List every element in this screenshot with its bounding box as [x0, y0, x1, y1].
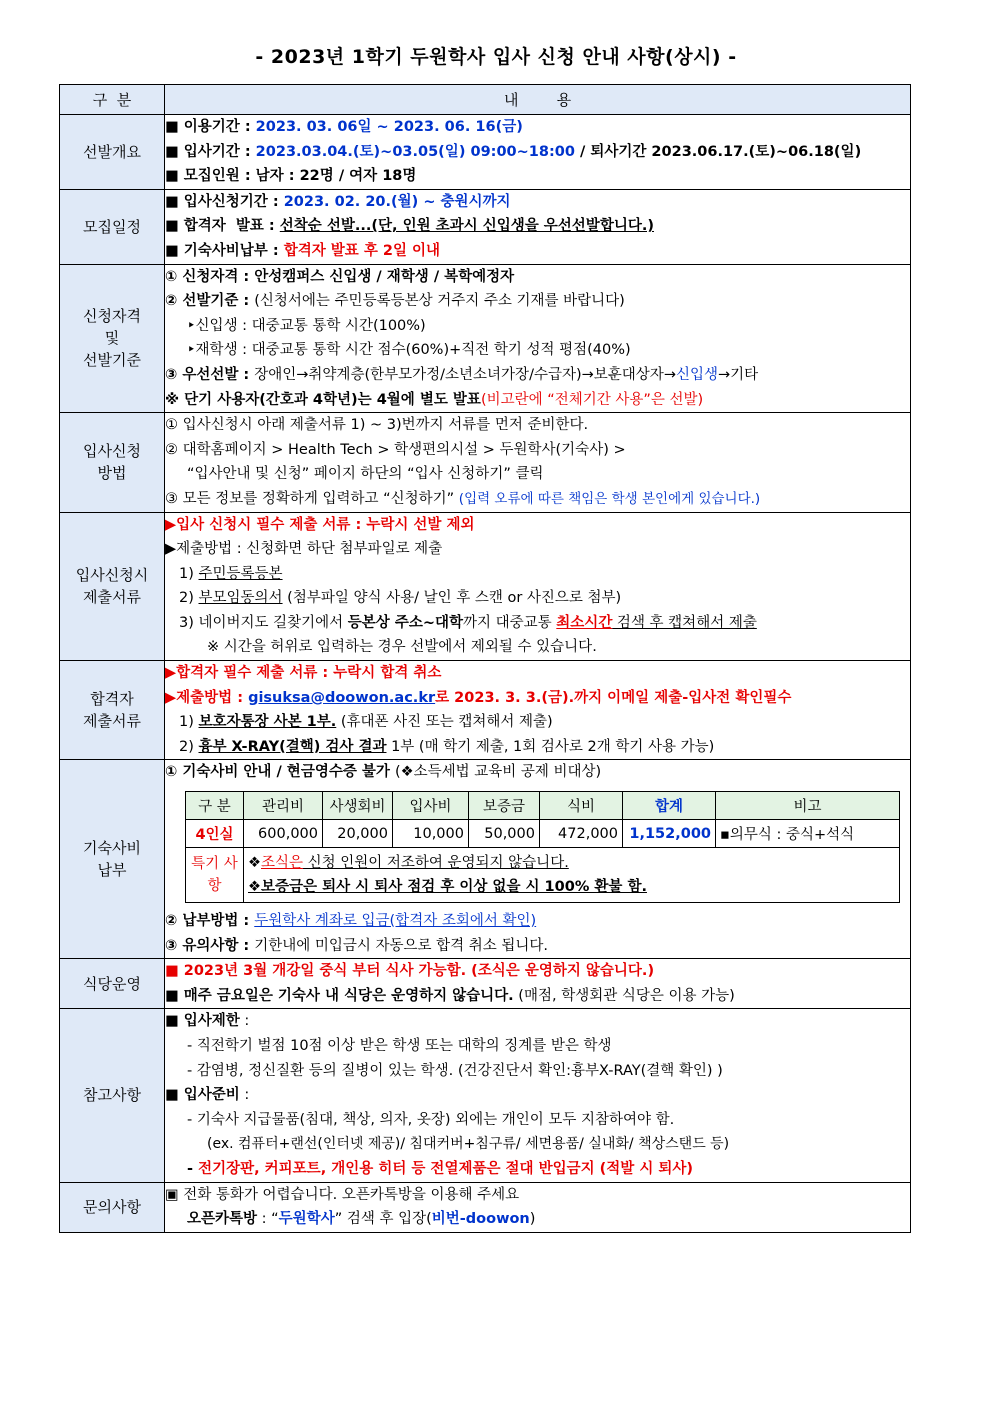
- label-line: 합격자: [90, 690, 134, 709]
- doc-note: (휴대폰 사진 또는 캡쳐해서 제출): [336, 714, 553, 731]
- line: [165, 1157, 910, 1182]
- fee-header-cell: 비고: [716, 792, 900, 820]
- fee-title: ① 기숙사비 안내 / 현금영수증 불가: [165, 764, 395, 781]
- announcement: 선착순 선발...(단, 인원 초과시 신입생을 우선선발합니다.): [279, 218, 654, 235]
- line: [165, 1083, 910, 1108]
- line-label: ■ 기숙사비납부 :: [165, 242, 284, 259]
- row-inquiry: [60, 1182, 911, 1232]
- line: [165, 562, 910, 587]
- priority-order: 장애인→취약계층(한부모가정/소년소녀가장/수급자)→보훈대상자→: [254, 366, 676, 383]
- fee-header-cell: 합계: [623, 792, 716, 820]
- fee-total: 1,152,000: [623, 820, 716, 848]
- fee-cell: 600,000: [244, 820, 323, 848]
- fee-header-cell: 보증금: [469, 792, 540, 820]
- row-content: [165, 760, 911, 959]
- criteria-note: (신청서에는 주민등록등본상 거주지 주소 기재를 바랍니다): [254, 293, 625, 310]
- text: ): [529, 1211, 536, 1228]
- special-keyword: 조식은: [261, 855, 304, 872]
- label-line: 제출서류: [83, 712, 141, 731]
- line: [165, 760, 910, 785]
- payment-caution: 기한내에 미입금시 자동으로 합격 취소 됩니다.: [254, 937, 549, 954]
- fee-header-cell: 입사비: [393, 792, 469, 820]
- kakao-password: 비번-doowon: [431, 1211, 530, 1228]
- line: ■ 2023년 3월 개강일 중식 부터 식사 가능함. (조식은 운영하지 않습니다.): [165, 963, 655, 980]
- kakao-room-name: 두원학사: [278, 1211, 335, 1228]
- line: ▣ 전화 통화가 어렵습니다. 오픈카톡방을 이용해 주세요: [165, 1186, 520, 1203]
- short-term-note: ※ 단기 사용자(간호과 4학년)는 4월에 별도 발표: [165, 391, 481, 408]
- fee-cell: 20,000: [323, 820, 393, 848]
- item-number: 1): [179, 565, 199, 582]
- line: [165, 487, 910, 512]
- line: [165, 115, 910, 140]
- line: [165, 388, 910, 413]
- doc-note: 1부 (매 학기 제출, 1회 검사로 2개 학기 사용 가능): [386, 738, 715, 755]
- row-apply-method: [60, 413, 911, 512]
- row-content: [165, 959, 911, 1009]
- doc-text: 등본상 주소~대학: [347, 614, 464, 631]
- line: “입사안내 및 신청” 페이지 하단의 “입사 신청하기” 클릭: [187, 466, 544, 483]
- line: [165, 1009, 910, 1034]
- label-line: 제출서류: [83, 588, 141, 607]
- doc-name: 부모임동의서: [198, 590, 283, 607]
- cafeteria-alt: (매점, 학생회관 식당은 이용 가능): [513, 987, 735, 1004]
- fee-header-cell: 식비: [540, 792, 623, 820]
- label-line: 신청자격: [83, 307, 141, 326]
- priority-other: →기타: [718, 366, 759, 383]
- line: [165, 934, 910, 959]
- line: ▶입사 신청시 필수 제출 서류 : 누락시 선발 제외: [165, 516, 475, 533]
- line-label: ③ 우선선발 :: [165, 366, 255, 383]
- special-line: ❖보증금은 퇴사 시 퇴사 점검 후 이상 없을 시 100% 환불 함.: [248, 879, 647, 896]
- row-label: 선발개요: [60, 115, 165, 190]
- doc-name: 보호자통장 사본 1부.: [198, 714, 337, 731]
- line: [165, 363, 910, 388]
- row-label: 모집일정: [60, 189, 165, 264]
- row-apply-documents: [60, 512, 911, 661]
- special-text: 신청 인원이 저조하여 운영되지 않습니다.: [303, 855, 569, 872]
- fee-row: [186, 820, 900, 848]
- label-line: 및: [104, 329, 120, 348]
- line: [165, 1207, 910, 1232]
- row-content: [165, 413, 911, 512]
- line-label: ■ 입사준비: [165, 1087, 240, 1104]
- recruit-count: 남자 : 22명 / 여자 18명: [255, 168, 417, 185]
- payment-method: 두원학사 계좌로 입금(합격자 조회에서 확인): [254, 913, 537, 930]
- line-label: ■ 이용기간 :: [165, 119, 256, 135]
- line-label: ■ 모집인원 :: [165, 168, 256, 185]
- row-content: [165, 1182, 911, 1232]
- header-content: 내 용: [165, 85, 911, 115]
- row-content: [165, 1009, 911, 1182]
- doc-note: (첨부파일 양식 사용/ 날인 후 스캔 or 사진으로 첨부): [282, 590, 622, 607]
- email-deadline: 로 2023. 3. 3.(금).까지 이메일 제출-입사전 확인필수: [435, 689, 792, 706]
- doc-highlight: 최소시간: [556, 614, 613, 631]
- line: [165, 214, 910, 239]
- line-label: ▶제출방법 :: [165, 689, 249, 706]
- row-content: [165, 189, 911, 264]
- row-content: [165, 264, 911, 413]
- row-label: [60, 512, 165, 661]
- row-label: 참고사항: [60, 1009, 165, 1182]
- page-title: - 2023년 1학기 두원학사 입사 신청 안내 사항(상시) -: [255, 46, 737, 68]
- row-eligibility: [60, 264, 911, 413]
- header-category: 구 분: [60, 85, 165, 115]
- fee-note: (❖소득세법 교육비 공제 비대상): [394, 764, 602, 781]
- line: - 감염병, 정신질환 등의 질병이 있는 학생. (건강진단서 확인:흉부X-RAY(결핵 확인) ): [187, 1062, 723, 1079]
- line: ② 대학홈페이지 > Health Tech > 학생편의시설 > 두원학사(기숙사) >: [165, 441, 626, 458]
- line: - 직전학기 벌점 10점 이상 받은 학생 또는 대학의 징계를 받은 학생: [187, 1038, 612, 1054]
- row-content: [165, 512, 911, 661]
- fee-header-cell: 관리비: [244, 792, 323, 820]
- move-out-period: / 퇴사기간 2023.06.17.(토)~06.18(일): [574, 143, 862, 160]
- info-table: [59, 84, 911, 1233]
- row-cafeteria: [60, 959, 911, 1009]
- label-line: 방법: [97, 464, 127, 483]
- doc-text: 검색 후 캡쳐해서 제출: [612, 614, 757, 631]
- line: ‣신입생 : 대중교통 통학 시간(100%): [187, 317, 426, 334]
- line: [165, 686, 910, 711]
- room-type: 4인실: [186, 820, 244, 848]
- line-label: 오픈카톡방: [187, 1211, 258, 1228]
- line-label: ② 선발기준 :: [165, 293, 255, 310]
- colon: :: [239, 1013, 250, 1030]
- row-label: 식당운영: [60, 959, 165, 1009]
- item-number: 1): [179, 714, 199, 731]
- text: ” 검색 후 입장(: [334, 1211, 432, 1228]
- payment-deadline: 합격자 발표 후 2일 이내: [283, 242, 441, 259]
- line: [165, 190, 910, 215]
- cafeteria-note: ■ 매주 금요일은 기숙사 내 식당은 운영하지 않습니다.: [165, 987, 514, 1004]
- line: ▶제출방법 : 신청화면 하단 첨부파일로 제출: [165, 541, 443, 558]
- colon: :: [239, 1087, 250, 1104]
- fee-cell: 472,000: [540, 820, 623, 848]
- line: [165, 289, 910, 314]
- row-label: [60, 760, 165, 959]
- fee-header-cell: 사생회비: [323, 792, 393, 820]
- prohibited-items: 전기장판, 커피포트, 개인용 히터 등 전열제품은 절대 반입금지 (적발 시 퇴사): [198, 1160, 694, 1177]
- priority-freshman: 신입생: [675, 366, 718, 383]
- text: : “: [257, 1211, 279, 1228]
- line: [165, 239, 910, 264]
- dash: -: [187, 1160, 199, 1177]
- line: [165, 909, 910, 934]
- table-header-row: [60, 85, 911, 115]
- row-label: [60, 413, 165, 512]
- line: [165, 164, 910, 189]
- line: - 기숙사 지급물품(침대, 책상, 의자, 옷장) 외에는 개인이 모두 지참하여야 함.: [187, 1111, 675, 1128]
- fee-cell: 50,000: [469, 820, 540, 848]
- line-label: ■ 입사신청기간 :: [165, 193, 284, 210]
- label-line: 기숙사비: [83, 839, 141, 858]
- line: (ex. 컴퓨터+랜선(인터넷 제공)/ 침대커버+침구류/ 세면용품/ 실내화/ 책상스탠드 등): [207, 1136, 730, 1153]
- line-label: ■ 입사기간 :: [165, 143, 256, 160]
- line: [165, 586, 910, 611]
- label-line: 납부: [97, 861, 127, 880]
- diamond-icon: ❖: [248, 855, 261, 872]
- usage-period: 2023. 03. 06일 ~ 2023. 06. 16(금): [255, 119, 523, 135]
- row-label: [60, 264, 165, 413]
- row-label: [60, 661, 165, 760]
- row-content: [165, 661, 911, 760]
- fee-header-cell: 구 분: [186, 792, 244, 820]
- doc-text: 3) 네이버지도 길찾기에서: [179, 614, 348, 631]
- row-admitted-documents: [60, 661, 911, 760]
- email-link[interactable]: gisuksa@doowon.ac.kr: [248, 689, 436, 706]
- step-text: ③ 모든 정보를 정확하게 입력하고 “신청하기”: [165, 490, 459, 507]
- line: [165, 735, 910, 760]
- line: [165, 265, 910, 290]
- doc-name: 주민등록등본: [198, 565, 283, 582]
- line: ※ 시간을 허위로 입력하는 경우 선발에서 제외될 수 있습니다.: [207, 639, 597, 656]
- line-label: ① 신청자격 :: [165, 268, 255, 285]
- line: [165, 611, 910, 636]
- fee-special-row: [186, 848, 900, 903]
- doc-text: 까지 대중교통: [463, 614, 557, 631]
- line: [165, 984, 910, 1009]
- line-label: ③ 유의사항 :: [165, 937, 255, 954]
- line: ‣재학생 : 대중교통 통학 시간 점수(60%)+직전 학기 성적 평점(40%): [187, 342, 631, 359]
- special-content: [244, 848, 900, 903]
- fee-cell: 10,000: [393, 820, 469, 848]
- special-line: [248, 851, 895, 875]
- row-selection-overview: [60, 115, 911, 190]
- fee-header-row: [186, 792, 900, 820]
- special-label: 특기 사항: [186, 848, 244, 903]
- line: [165, 710, 910, 735]
- line: [165, 140, 910, 165]
- line-label: ■ 합격자 발표 :: [165, 218, 280, 235]
- line: ① 입사신청시 아래 제출서류 1) ~ 3)번까지 서류를 먼저 준비한다.: [165, 417, 589, 434]
- fee-remark: ▪의무식 : 중식+석식: [716, 820, 900, 848]
- move-in-period: 2023.03.04.(토)~03.05(일) 09:00~18:00: [255, 143, 575, 160]
- item-number: 2): [179, 590, 199, 607]
- line-label: ② 납부방법 :: [165, 913, 255, 930]
- label-line: 선발기준: [83, 351, 141, 370]
- row-content: [165, 115, 911, 190]
- label-line: 입사신청시: [75, 566, 149, 585]
- label-line: 입사신청: [83, 442, 141, 461]
- short-term-remark: (비고란에 “전체기간 사용”은 선발): [480, 391, 704, 408]
- row-fee-payment: [60, 760, 911, 959]
- row-label: 문의사항: [60, 1182, 165, 1232]
- line: ▶합격자 필수 제출 서류 : 누락시 합격 취소: [165, 665, 442, 682]
- eligibility: 안성캠퍼스 신입생 / 재학생 / 복학예정자: [254, 268, 515, 285]
- row-references: [60, 1009, 911, 1182]
- row-recruit-schedule: [60, 189, 911, 264]
- line-label: ■ 입사제한: [165, 1013, 240, 1030]
- step-note: (입력 오류에 따른 책임은 학생 본인에게 있습니다.): [458, 490, 761, 507]
- item-number: 2): [179, 738, 199, 755]
- doc-name: 흉부 X-RAY(결핵) 검사 결과: [198, 738, 387, 755]
- apply-period: 2023. 02. 20.(월) ~ 충원시까지: [283, 193, 511, 210]
- fee-table: [185, 791, 900, 903]
